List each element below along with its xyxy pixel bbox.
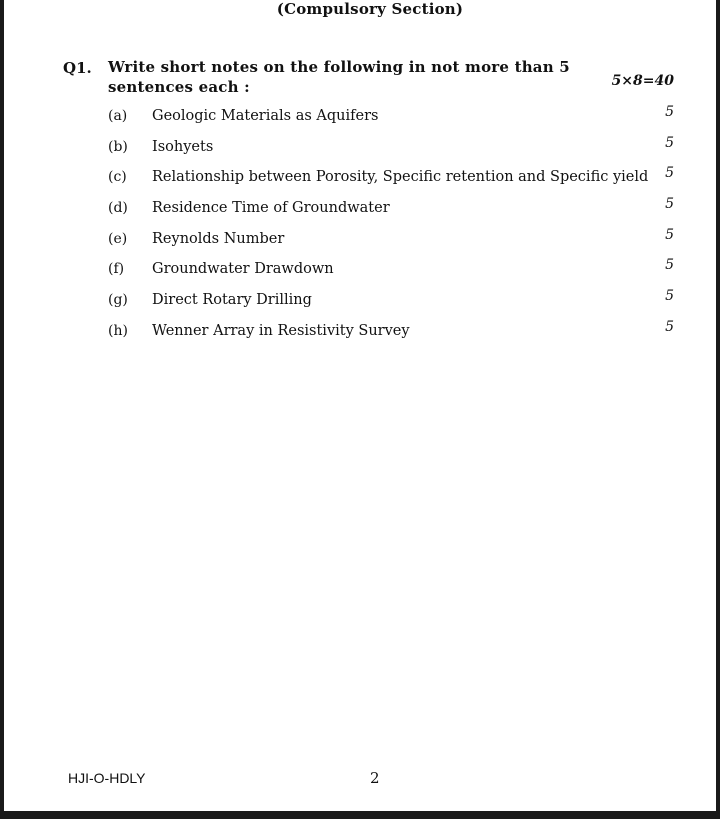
sub-question-marks: 5 [665,104,674,120]
sub-question-label: (g) [108,292,128,309]
sub-question-f [0,257,720,288]
sub-question-text: Direct Rotary Drilling [152,292,312,309]
sub-question-marks: 5 [665,134,674,151]
question-total-marks: 5×8=40 [611,73,674,89]
page-number: 2 [370,769,380,787]
sub-question-label: (e) [108,230,128,247]
scan-border-bottom [0,811,720,819]
sub-question-marks: 5 [665,288,674,305]
sub-question-text: Relationship between Porosity, Specific retention and Specific yield [152,169,649,186]
question-number: Q1. [63,59,92,77]
sub-question-e [0,227,720,258]
sub-question-label: (h) [108,322,128,339]
sub-question-label: (d) [108,200,128,217]
sub-question-label: (b) [108,138,128,155]
sub-question-a [0,104,720,135]
sub-question-h [0,319,720,350]
sub-question-text: Geologic Materials as Aquifers [152,108,379,124]
sub-question-text: Residence Time of Groundwater [152,200,390,217]
sub-question-b [0,135,720,166]
sub-question-d [0,196,720,227]
sub-question-c [0,165,720,196]
sub-question-label: (a) [108,108,128,124]
sub-question-marks: 5 [665,165,674,182]
sub-question-text: Isohyets [152,138,214,155]
sub-question-label: (f) [108,261,125,278]
sub-question-marks: 5 [665,226,674,243]
sub-question-list [0,104,720,350]
paper-code: HJI-O-HDLY [68,770,146,786]
sub-question-text: Reynolds Number [152,230,285,247]
sub-question-text: Groundwater Drawdown [152,261,334,278]
sub-question-text: Wenner Array in Resistivity Survey [152,322,410,339]
sub-question-marks: 5 [665,196,674,213]
section-heading: (Compulsory Section) [276,0,464,18]
sub-question-g [0,288,720,319]
question-text: Write short notes on the following in not more than 5 sentences each : [108,58,570,96]
sub-question-label: (c) [108,169,127,186]
sub-question-marks: 5 [665,257,674,274]
sub-question-marks: 5 [665,318,674,335]
